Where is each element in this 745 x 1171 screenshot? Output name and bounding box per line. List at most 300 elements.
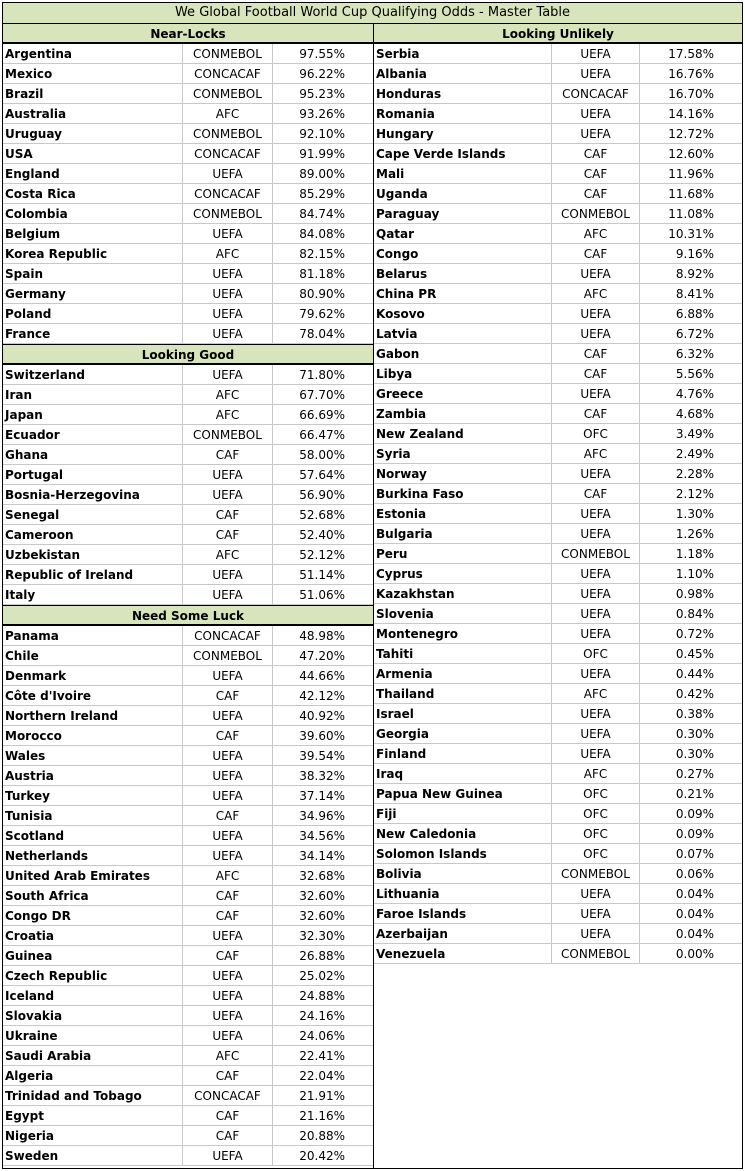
odds-cell: 57.64% — [299, 468, 345, 482]
section-heading-looking-unlikely: Looking Unlikely — [374, 24, 742, 44]
odds-cell: 52.12% — [299, 548, 345, 562]
country-cell: Bosnia-Herzegovina — [3, 485, 183, 504]
table-row — [3, 164, 373, 184]
confederation-cell: UEFA — [183, 264, 273, 283]
table-row — [374, 244, 742, 264]
country-cell: Portugal — [3, 465, 183, 484]
confederation-cell: CONCACAF — [183, 626, 273, 645]
odds-cell: 0.45% — [675, 647, 714, 661]
odds-cell: 2.28% — [675, 467, 714, 481]
country-cell: Italy — [3, 585, 183, 604]
odds-cell: 0.04% — [675, 887, 714, 901]
country-cell: Lithuania — [374, 884, 552, 903]
country-cell: Iraq — [374, 764, 552, 783]
odds-cell: 17.58% — [668, 47, 714, 61]
odds-cell: 93.26% — [299, 107, 345, 121]
table-row — [3, 104, 373, 124]
confederation-cell: CAF — [183, 686, 273, 705]
odds-cell: 39.60% — [299, 729, 345, 743]
odds-cell: 95.23% — [299, 87, 345, 101]
right-column — [374, 24, 742, 1168]
odds-cell: 81.18% — [299, 267, 345, 281]
country-cell: Côte d'Ivoire — [3, 686, 183, 705]
odds-cell: 6.88% — [675, 307, 714, 321]
odds-cell: 37.14% — [299, 789, 345, 803]
confederation-cell: UEFA — [183, 666, 273, 685]
country-cell: Wales — [3, 746, 183, 765]
table-row — [374, 824, 742, 844]
table-row — [374, 324, 742, 344]
country-cell: Costa Rica — [3, 184, 183, 203]
odds-cell: 24.06% — [299, 1029, 345, 1043]
table-row — [3, 726, 373, 746]
confederation-cell: UEFA — [183, 846, 273, 865]
country-cell: Montenegro — [374, 624, 552, 643]
country-cell: Trinidad and Tobago — [3, 1086, 183, 1105]
left-column — [3, 24, 374, 1168]
country-cell: Uruguay — [3, 124, 183, 143]
country-cell: Austria — [3, 766, 183, 785]
odds-cell: 48.98% — [299, 629, 345, 643]
odds-cell: 0.30% — [675, 727, 714, 741]
country-cell: Czech Republic — [3, 966, 183, 985]
country-cell: Albania — [374, 64, 552, 83]
odds-cell: 0.84% — [675, 607, 714, 621]
table-row — [374, 924, 742, 944]
country-cell: Romania — [374, 104, 552, 123]
country-cell: Paraguay — [374, 204, 552, 223]
confederation-cell: UEFA — [183, 986, 273, 1005]
odds-cell: 32.60% — [299, 909, 345, 923]
table-row — [374, 624, 742, 644]
confederation-cell: UEFA — [552, 384, 640, 403]
confederation-cell: UEFA — [552, 324, 640, 343]
confederation-cell: UEFA — [552, 604, 640, 623]
confederation-cell: UEFA — [552, 664, 640, 683]
confederation-cell: AFC — [183, 385, 273, 404]
country-cell: Poland — [3, 304, 183, 323]
country-cell: USA — [3, 144, 183, 163]
table-row — [3, 786, 373, 806]
odds-cell: 0.44% — [675, 667, 714, 681]
confederation-cell: AFC — [552, 444, 640, 463]
country-cell: Chile — [3, 646, 183, 665]
country-cell: Syria — [374, 444, 552, 463]
confederation-cell: OFC — [552, 804, 640, 823]
odds-cell: 97.55% — [299, 47, 345, 61]
table-row — [3, 966, 373, 986]
table-row — [3, 1066, 373, 1086]
section-heading-looking-good: Looking Good — [3, 344, 373, 365]
odds-cell: 1.10% — [675, 567, 714, 581]
odds-cell: 12.60% — [668, 147, 714, 161]
country-cell: Republic of Ireland — [3, 565, 183, 584]
country-cell: Cape Verde Islands — [374, 144, 552, 163]
country-cell: Zambia — [374, 404, 552, 423]
table-row — [374, 724, 742, 744]
odds-cell: 0.27% — [675, 767, 714, 781]
country-cell: Fiji — [374, 804, 552, 823]
table-row — [3, 264, 373, 284]
table-row — [3, 886, 373, 906]
table-row — [3, 525, 373, 545]
odds-cell: 9.16% — [675, 247, 714, 261]
odds-cell: 58.00% — [299, 448, 345, 462]
odds-cell: 8.41% — [675, 287, 714, 301]
country-cell: Uzbekistan — [3, 545, 183, 564]
table-row — [3, 304, 373, 324]
confederation-cell: OFC — [552, 424, 640, 443]
confederation-cell: OFC — [552, 644, 640, 663]
table-row — [3, 686, 373, 706]
table-row — [374, 124, 742, 144]
confederation-cell: UEFA — [552, 44, 640, 63]
confederation-cell: UEFA — [183, 786, 273, 805]
confederation-cell: CONMEBOL — [552, 864, 640, 883]
table-row — [3, 44, 373, 64]
country-cell: Australia — [3, 104, 183, 123]
odds-cell: 80.90% — [299, 287, 345, 301]
confederation-cell: CAF — [552, 144, 640, 163]
confederation-cell: CONCACAF — [183, 144, 273, 163]
confederation-cell: UEFA — [552, 584, 640, 603]
country-cell: Brazil — [3, 84, 183, 103]
table-row — [3, 746, 373, 766]
odds-cell: 71.80% — [299, 368, 345, 382]
country-cell: Peru — [374, 544, 552, 563]
confederation-cell: OFC — [552, 784, 640, 803]
confederation-cell: AFC — [183, 545, 273, 564]
confederation-cell: CAF — [183, 1066, 273, 1085]
odds-cell: 4.76% — [675, 387, 714, 401]
odds-cell: 82.15% — [299, 247, 345, 261]
odds-cell: 0.42% — [675, 687, 714, 701]
confederation-cell: CAF — [552, 164, 640, 183]
table-row — [3, 1006, 373, 1026]
table-row — [374, 644, 742, 664]
table-row — [3, 224, 373, 244]
table-row — [3, 1126, 373, 1146]
odds-cell: 26.88% — [299, 949, 345, 963]
confederation-cell: UEFA — [552, 524, 640, 543]
confederation-cell: CAF — [183, 1106, 273, 1125]
table-row — [3, 646, 373, 666]
table-row — [374, 904, 742, 924]
confederation-cell: UEFA — [552, 624, 640, 643]
table-row — [3, 1026, 373, 1046]
table-row — [3, 184, 373, 204]
country-cell: Honduras — [374, 84, 552, 103]
table-row — [374, 264, 742, 284]
country-cell: Slovakia — [3, 1006, 183, 1025]
odds-cell: 0.98% — [675, 587, 714, 601]
country-cell: Congo DR — [3, 906, 183, 925]
confederation-cell: OFC — [552, 844, 640, 863]
confederation-cell: CONCACAF — [183, 1086, 273, 1105]
odds-cell: 67.70% — [299, 388, 345, 402]
odds-cell: 0.72% — [675, 627, 714, 641]
country-cell: Tahiti — [374, 644, 552, 663]
country-cell: Latvia — [374, 324, 552, 343]
confederation-cell: UEFA — [183, 284, 273, 303]
confederation-cell: UEFA — [183, 966, 273, 985]
table-row — [374, 64, 742, 84]
odds-cell: 78.04% — [299, 327, 345, 341]
odds-cell: 16.76% — [668, 67, 714, 81]
confederation-cell: AFC — [183, 866, 273, 885]
confederation-cell: UEFA — [183, 1006, 273, 1025]
odds-cell: 39.54% — [299, 749, 345, 763]
confederation-cell: UEFA — [183, 365, 273, 384]
confederation-cell: CAF — [183, 946, 273, 965]
table-row — [374, 164, 742, 184]
table-row — [374, 284, 742, 304]
country-cell: Gabon — [374, 344, 552, 363]
country-cell: Colombia — [3, 204, 183, 223]
confederation-cell: AFC — [183, 104, 273, 123]
country-cell: Qatar — [374, 224, 552, 243]
table-row — [374, 364, 742, 384]
confederation-cell: CAF — [552, 404, 640, 423]
country-cell: Turkey — [3, 786, 183, 805]
confederation-cell: CAF — [183, 1126, 273, 1145]
confederation-cell: CAF — [183, 445, 273, 464]
odds-cell: 51.14% — [299, 568, 345, 582]
country-cell: Bulgaria — [374, 524, 552, 543]
country-cell: Croatia — [3, 926, 183, 945]
confederation-cell: CONMEBOL — [552, 944, 640, 963]
confederation-cell: UEFA — [183, 746, 273, 765]
country-cell: Israel — [374, 704, 552, 723]
country-cell: South Africa — [3, 886, 183, 905]
confederation-cell: UEFA — [552, 704, 640, 723]
country-cell: New Caledonia — [374, 824, 552, 843]
confederation-cell: UEFA — [183, 304, 273, 323]
table-row — [374, 384, 742, 404]
table-row — [3, 866, 373, 886]
country-cell: Ecuador — [3, 425, 183, 444]
confederation-cell: UEFA — [183, 485, 273, 504]
confederation-cell: OFC — [552, 824, 640, 843]
confederation-cell: CAF — [552, 344, 640, 363]
table-row — [374, 304, 742, 324]
confederation-cell: UEFA — [552, 124, 640, 143]
country-cell: Thailand — [374, 684, 552, 703]
country-cell: France — [3, 324, 183, 343]
confederation-cell: AFC — [552, 684, 640, 703]
odds-cell: 3.49% — [675, 427, 714, 441]
table-row — [3, 365, 373, 385]
country-cell: Japan — [3, 405, 183, 424]
country-cell: New Zealand — [374, 424, 552, 443]
table-row — [3, 565, 373, 585]
table-row — [3, 826, 373, 846]
confederation-cell: UEFA — [552, 564, 640, 583]
country-cell: Egypt — [3, 1106, 183, 1125]
odds-cell: 32.30% — [299, 929, 345, 943]
table-row — [374, 804, 742, 824]
country-cell: Korea Republic — [3, 244, 183, 263]
confederation-cell: UEFA — [183, 565, 273, 584]
table-row — [374, 544, 742, 564]
confederation-cell: CAF — [552, 244, 640, 263]
confederation-cell: CONCACAF — [183, 184, 273, 203]
country-cell: Scotland — [3, 826, 183, 845]
odds-cell: 0.04% — [675, 927, 714, 941]
country-cell: Panama — [3, 626, 183, 645]
table-row — [374, 884, 742, 904]
country-cell: Mexico — [3, 64, 183, 83]
odds-cell: 20.42% — [299, 1149, 345, 1163]
odds-cell: 0.30% — [675, 747, 714, 761]
odds-cell: 92.10% — [299, 127, 345, 141]
odds-cell: 0.09% — [675, 827, 714, 841]
odds-cell: 85.29% — [299, 187, 345, 201]
country-cell: Germany — [3, 284, 183, 303]
odds-cell: 16.70% — [668, 87, 714, 101]
country-cell: Iceland — [3, 986, 183, 1005]
confederation-cell: CONCACAF — [552, 84, 640, 103]
country-cell: England — [3, 164, 183, 183]
table-row — [374, 864, 742, 884]
country-cell: Switzerland — [3, 365, 183, 384]
table-row — [3, 385, 373, 405]
country-cell: Belgium — [3, 224, 183, 243]
odds-cell: 34.96% — [299, 809, 345, 823]
odds-cell: 32.60% — [299, 889, 345, 903]
confederation-cell: AFC — [183, 405, 273, 424]
table-row — [374, 744, 742, 764]
odds-cell: 14.16% — [668, 107, 714, 121]
odds-cell: 21.91% — [299, 1089, 345, 1103]
confederation-cell: UEFA — [552, 64, 640, 83]
table-row — [3, 666, 373, 686]
odds-cell: 22.04% — [299, 1069, 345, 1083]
table-row — [374, 44, 742, 64]
confederation-cell: UEFA — [552, 724, 640, 743]
table-row — [3, 445, 373, 465]
odds-cell: 66.69% — [299, 408, 345, 422]
odds-cell: 52.40% — [299, 528, 345, 542]
confederation-cell: CAF — [552, 364, 640, 383]
country-cell: Algeria — [3, 1066, 183, 1085]
table-row — [374, 844, 742, 864]
odds-cell: 0.00% — [675, 947, 714, 961]
country-cell: Bolivia — [374, 864, 552, 883]
confederation-cell: CONMEBOL — [183, 44, 273, 63]
country-cell: Ghana — [3, 445, 183, 464]
country-cell: Serbia — [374, 44, 552, 63]
country-cell: Slovenia — [374, 604, 552, 623]
odds-cell: 79.62% — [299, 307, 345, 321]
country-cell: Estonia — [374, 504, 552, 523]
table-row — [374, 344, 742, 364]
table-row — [374, 204, 742, 224]
table-row — [3, 906, 373, 926]
table-columns — [3, 24, 742, 1168]
confederation-cell: AFC — [183, 1046, 273, 1065]
country-cell: Norway — [374, 464, 552, 483]
confederation-cell: CAF — [552, 184, 640, 203]
odds-cell: 56.90% — [299, 488, 345, 502]
odds-cell: 52.68% — [299, 508, 345, 522]
odds-cell: 34.14% — [299, 849, 345, 863]
country-cell: United Arab Emirates — [3, 866, 183, 885]
odds-cell: 38.32% — [299, 769, 345, 783]
table-row — [3, 766, 373, 786]
confederation-cell: CONCACAF — [183, 64, 273, 83]
country-cell: Nigeria — [3, 1126, 183, 1145]
country-cell: Faroe Islands — [374, 904, 552, 923]
confederation-cell: AFC — [552, 284, 640, 303]
table-row — [3, 946, 373, 966]
confederation-cell: UEFA — [183, 465, 273, 484]
country-cell: Spain — [3, 264, 183, 283]
confederation-cell: AFC — [552, 764, 640, 783]
odds-cell: 42.12% — [299, 689, 345, 703]
table-row — [374, 604, 742, 624]
confederation-cell: CAF — [183, 726, 273, 745]
odds-cell: 44.66% — [299, 669, 345, 683]
confederation-cell: UEFA — [183, 585, 273, 604]
odds-cell: 21.16% — [299, 1109, 345, 1123]
table-row — [374, 784, 742, 804]
master-table — [2, 2, 743, 1169]
confederation-cell: CONMEBOL — [183, 646, 273, 665]
country-cell: Ukraine — [3, 1026, 183, 1045]
odds-cell: 51.06% — [299, 588, 345, 602]
odds-cell: 8.92% — [675, 267, 714, 281]
confederation-cell: UEFA — [552, 884, 640, 903]
country-cell: Finland — [374, 744, 552, 763]
odds-cell: 12.72% — [668, 127, 714, 141]
odds-cell: 91.99% — [299, 147, 345, 161]
confederation-cell: CONMEBOL — [552, 204, 640, 223]
odds-cell: 2.12% — [675, 487, 714, 501]
table-row — [374, 704, 742, 724]
confederation-cell: CAF — [183, 886, 273, 905]
odds-cell: 5.56% — [675, 367, 714, 381]
country-cell: Sweden — [3, 1146, 183, 1165]
country-cell: Netherlands — [3, 846, 183, 865]
table-row — [374, 524, 742, 544]
table-row — [374, 484, 742, 504]
table-row — [374, 224, 742, 244]
table-row — [3, 324, 373, 344]
odds-cell: 1.26% — [675, 527, 714, 541]
table-row — [3, 986, 373, 1006]
confederation-cell: UEFA — [552, 264, 640, 283]
table-row — [3, 204, 373, 224]
table-row — [374, 564, 742, 584]
table-row — [374, 464, 742, 484]
confederation-cell: UEFA — [183, 1146, 273, 1165]
table-row — [374, 444, 742, 464]
odds-cell: 11.68% — [668, 187, 714, 201]
country-cell: Kosovo — [374, 304, 552, 323]
confederation-cell: UEFA — [183, 766, 273, 785]
confederation-cell: UEFA — [552, 904, 640, 923]
table-row — [374, 944, 742, 964]
table-row — [3, 1146, 373, 1166]
country-cell: Uganda — [374, 184, 552, 203]
odds-cell: 0.07% — [675, 847, 714, 861]
table-row — [374, 504, 742, 524]
country-cell: Tunisia — [3, 806, 183, 825]
table-row — [3, 545, 373, 565]
section-heading-near-locks: Near-Locks — [3, 24, 373, 44]
table-row — [3, 425, 373, 445]
